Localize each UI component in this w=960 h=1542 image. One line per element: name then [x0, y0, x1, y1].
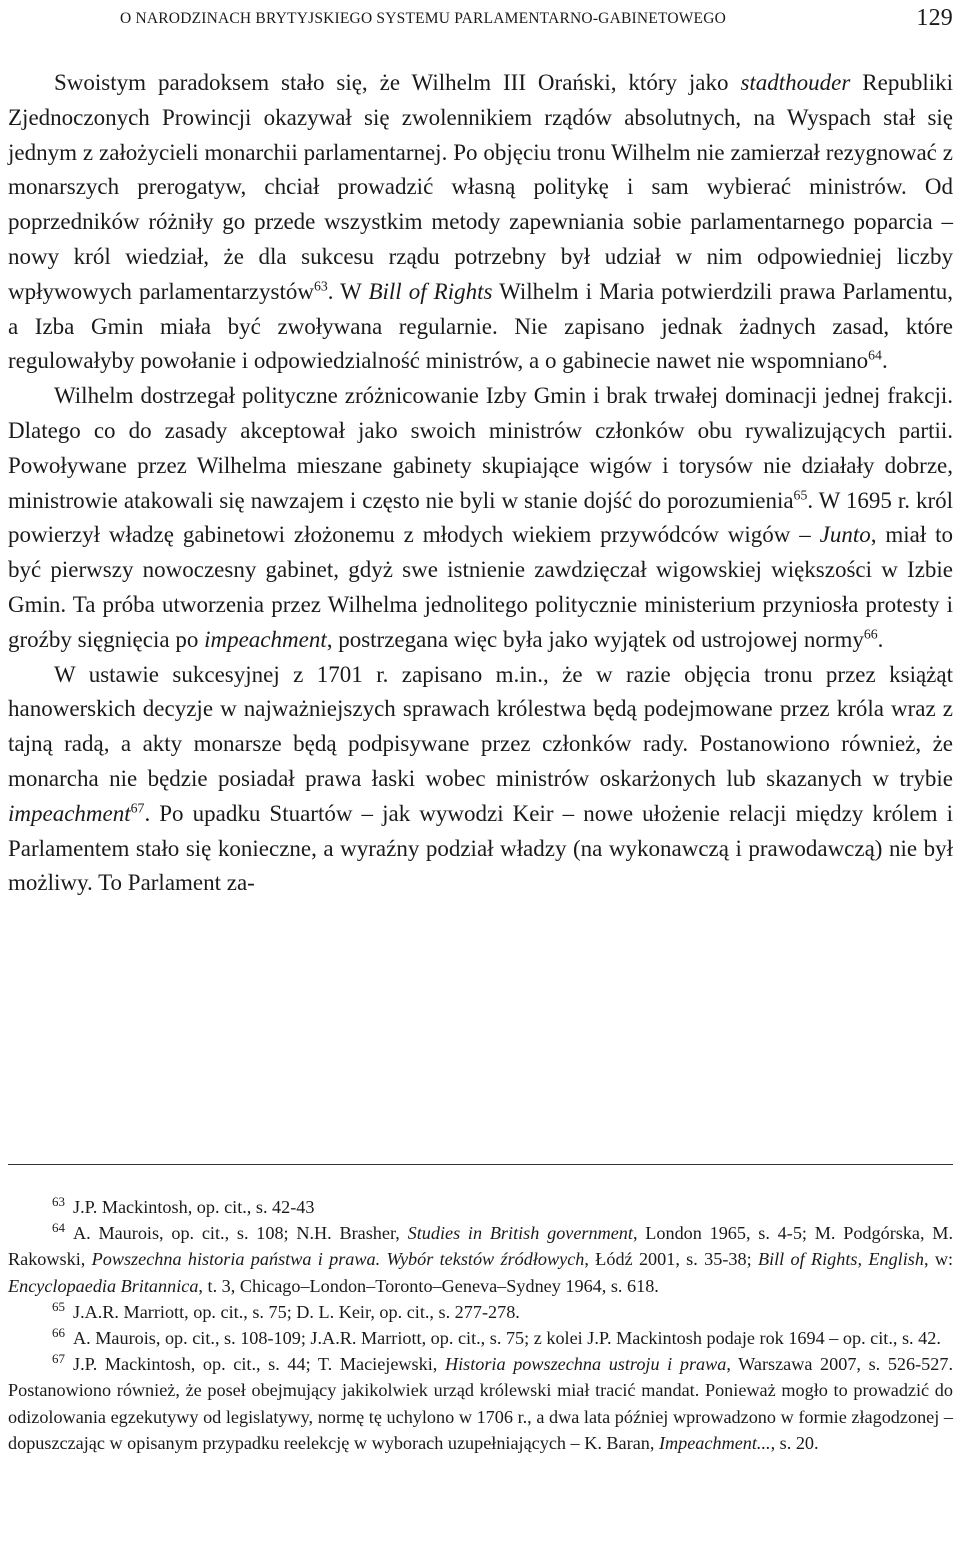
text-run: Republiki Zjednoczonych Prowincji okazywał się zwolennikiem rządów absolutnych, na Wyspach stał się jednym z założycieli monarchii parlamentarnej. Po objęciu tronu Wilhelm nie zamierzał rezygnować z monarszych prerogatyw, chciał prowadzić własną politykę i sam wybierać ministrów. Od poprzedników różniły go przede wszystkim metody zapewniania sobie parlamentarnego poparcia – nowy król wiedział, że dla sukcesu rządu potrzebny był udział w nim odpowiedniej liczby wpływowych parlamentarzystów	[8, 70, 953, 304]
footnote-65	[8, 1299, 953, 1325]
italic-term: impeachment	[204, 626, 327, 652]
footnote-italic: Historia powszechna ustroju i prawa	[444, 1354, 727, 1375]
italic-term: Bill of Rights	[368, 278, 493, 304]
footnote-ref-67[interactable]: 67	[130, 800, 145, 816]
footnote-number: 66	[52, 1324, 65, 1340]
footnote-66	[8, 1325, 953, 1351]
footnote-italic: Impeachment...	[658, 1432, 771, 1453]
text-run: .	[877, 626, 884, 652]
text-run: Wilhelm dostrzegał polityczne zróżnicowanie Izby Gmin i brak trwałej dominacji jednej frakcji. Dlatego co do zasady akceptował jako swoich ministrów członków obu rywalizujących partii. Powoływane przez Wilhelma mieszane gabinety skupiające wigów i torysów nie działały dobrze, ministrowie atakowali się nawzajem i często nie byli w stanie dojść do porozumienia	[8, 383, 953, 513]
italic-term: stadthouder	[740, 70, 851, 95]
footnote-ref-64[interactable]: 64	[868, 347, 882, 363]
footnote-67	[8, 1351, 953, 1456]
footnote-ref-65[interactable]: 65	[793, 486, 808, 502]
footnote-64	[8, 1220, 953, 1299]
footnote-divider	[8, 1164, 953, 1165]
running-header	[120, 5, 953, 33]
text-run: Wilhelm i Maria potwierdzili prawa Parlamentu, a Izba Gmin miała być zwoływana regularnie. Nie zapisano jednak żadnych zasad, które regulowałyby powołanie i odpowiedzialność ministrów, a o gabinecie nawet nie wspomniano	[8, 278, 953, 374]
footnote-text: , w:	[923, 1249, 954, 1270]
footnote-text: , Łódź 2001, s. 35-38;	[584, 1249, 758, 1270]
text-run: .	[881, 348, 888, 374]
italic-term: Junto	[819, 522, 871, 548]
footnotes	[8, 1194, 953, 1456]
paragraph-2	[8, 379, 953, 657]
footnote-italic: Powszechna historia państwa i prawa. Wybór tekstów źródłowych	[91, 1249, 585, 1270]
text-run: W ustawie sukcesyjnej z 1701 r. zapisano m.in., że w razie objęcia tronu przez książąt hanowerskich decyzje w najważniejszych sprawach królestwa będą podejmowane przez króla wraz z tajną radą, a akty monarsze będą podpisywane przez członków rady. Postanowiono również, że monarcha nie będzie posiadał prawa łaski wobec ministrów oskarżonych lub skazanych w trybie	[8, 661, 953, 791]
footnote-text: , Warszawa 2007, s. 526-527. Postanowiono również, że poseł obejmujący jakikolwiek urząd królewski miał tracić mandat. Ponieważ mogło to prowadzić do odizolowania egzekutywy od legislatywy, normę tę uchylono w 1706 r., a dwa lata później wprowadzono w formie złagodzonej – dopuszczając w opisanym przypadku reelekcję w wyborach uzupełniających – K. Baran,	[8, 1354, 953, 1453]
paragraph-3	[8, 658, 953, 902]
footnote-number: 63	[52, 1193, 65, 1209]
paragraph-1	[8, 66, 953, 379]
footnote-63	[8, 1194, 953, 1220]
text-run: . W 1695 r. król powierzył władzę gabinetowi złożonemu z młodych wiekiem przywódców wigów –	[8, 487, 953, 548]
text-run: . W	[327, 278, 369, 304]
italic-term: impeachment	[8, 800, 131, 826]
text-run: . Po upadku Stuartów – jak wywodzi Keir – nowe ułożenie relacji między królem i Parlamentem stało się konieczne, a wyraźny podział władzy (na wykonawczą i prawodawczą) nie był możliwy. To Parlament za-	[8, 800, 953, 896]
footnote-italic: Studies in British government	[407, 1223, 633, 1244]
footnote-text: A. Maurois, op. cit., s. 108-109; J.A.R. Marriott, op. cit., s. 75; z kolei J.P. Mackintosh podaje rok 1694 – op. cit., s. 42.	[73, 1328, 941, 1349]
running-title: O NARODZINACH BRYTYJSKIEGO SYSTEMU PARLAMENTARNO-GABINETOWEGO	[120, 10, 726, 27]
text-run: , miał to być pierwszy nowoczesny gabinet, gdyż swe istnienie zawdzięczał wigowskiej większości w Izbie Gmin. Ta próba utworzenia przez Wilhelma jednolitego politycznie ministerium przyniosła protesty i groźby sięgnięcia po	[8, 522, 953, 652]
footnote-text: , t. 3, Chicago–London–Toronto–Geneva–Sydney 1964, s. 618.	[198, 1275, 659, 1296]
footnote-number: 64	[52, 1220, 65, 1236]
main-text	[8, 66, 953, 901]
footnote-text: J.P. Mackintosh, op. cit., s. 42-43	[73, 1197, 315, 1217]
footnote-number: 67	[52, 1351, 65, 1367]
footnote-italic: Bill of Rights, English	[757, 1249, 924, 1270]
footnote-text: A. Maurois, op. cit., s. 108; N.H. Brasher,	[73, 1223, 408, 1244]
text-run: Swoistym paradoksem stało się, że Wilhelm III Orański, który jako	[54, 70, 741, 95]
footnote-number: 65	[52, 1298, 65, 1314]
footnote-ref-66[interactable]: 66	[863, 626, 878, 642]
footnote-italic: Encyclopaedia Britannica	[8, 1275, 199, 1296]
text-run: , postrzegana więc była jako wyjątek od ustrojowej normy	[326, 626, 864, 652]
page-number: 129	[916, 5, 953, 31]
footnote-text: J.A.R. Marriott, op. cit., s. 75; D. L. Keir, op. cit., s. 277-278.	[73, 1301, 520, 1322]
footnote-text: , London 1965, s. 4-5; M. Podgórska, M. Rakowski,	[8, 1223, 954, 1270]
footnote-text: , s. 20.	[770, 1432, 819, 1453]
footnote-ref-63[interactable]: 63	[313, 278, 328, 294]
footnote-text: J.P. Mackintosh, op. cit., s. 44; T. Maciejewski,	[73, 1354, 445, 1375]
